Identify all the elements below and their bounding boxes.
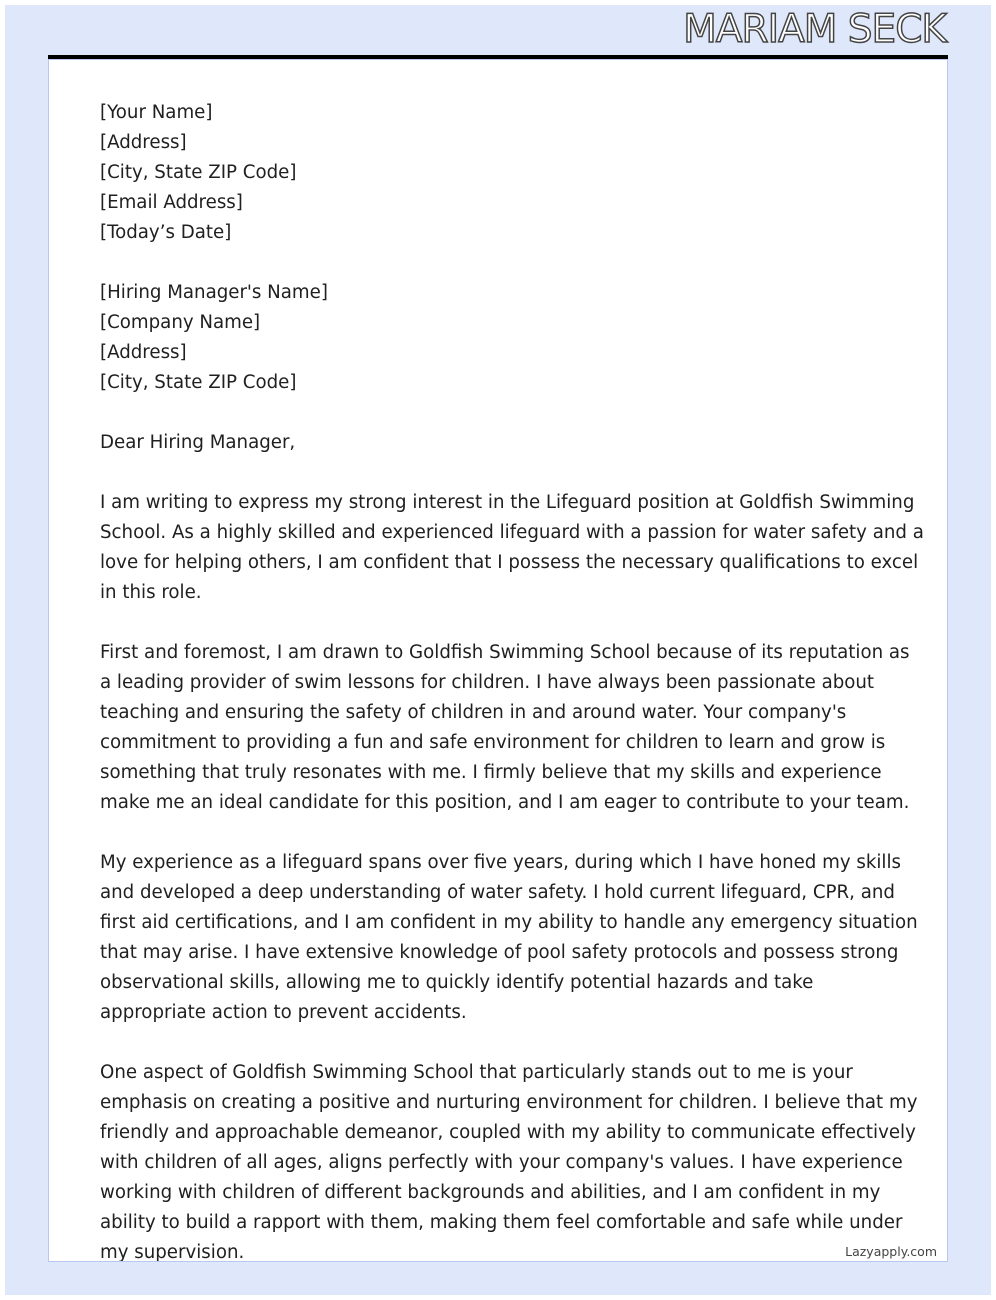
sender-address-block xyxy=(100,98,900,248)
paragraph-line: in this role. xyxy=(100,582,202,603)
salutation xyxy=(100,428,900,458)
sender-address: [Address] xyxy=(100,132,187,153)
recipient-address-block xyxy=(100,278,900,398)
candidate-name-heading: MARIAM SECK xyxy=(683,7,946,52)
paragraph-line: a leading provider of swim lessons for children. I have always been passionate about xyxy=(100,672,875,693)
paragraph-line: working with children of different backgrounds and abilities, and I am confident in my xyxy=(100,1182,881,1203)
paragraph-environment xyxy=(100,1058,918,1262)
salutation-text: Dear Hiring Manager, xyxy=(100,432,296,453)
paragraph-line: appropriate action to prevent accidents. xyxy=(100,1002,467,1023)
letter-date: [Today’s Date] xyxy=(100,222,232,243)
paragraph-line: emphasis on creating a positive and nurturing environment for children. I believe that my xyxy=(100,1092,918,1113)
sender-name: [Your Name] xyxy=(100,102,213,123)
paragraph-motivation xyxy=(100,638,910,818)
paragraph-line: School. As a highly skilled and experienced lifeguard with a passion for water safety and a xyxy=(100,522,924,543)
recipient-address: [Address] xyxy=(100,342,187,363)
watermark-link[interactable]: Lazyapply.com xyxy=(815,1243,937,1261)
paragraph-line: I am writing to express my strong interest in the Lifeguard position at Goldfish Swimming xyxy=(100,492,915,513)
paragraph-line: first aid certifications, and I am confident in my ability to handle any emergency situation xyxy=(100,912,918,933)
paragraph-experience xyxy=(100,848,918,1028)
paragraph-line: something that truly resonates with me. I firmly believe that my skills and experience xyxy=(100,762,882,783)
letter-body xyxy=(100,98,924,1262)
sender-city-state-zip: [City, State ZIP Code] xyxy=(100,162,297,183)
paragraph-line: commitment to providing a fun and safe environment for children to learn and grow is xyxy=(100,732,886,753)
paragraph-line: love for helping others, I am confident that I possess the necessary qualifications to excel xyxy=(100,552,919,573)
paragraph-line: friendly and approachable demeanor, coupled with my ability to communicate effectively xyxy=(100,1122,916,1143)
paragraph-line: First and foremost, I am drawn to Goldfish Swimming School because of its reputation as xyxy=(100,642,910,663)
paragraph-line: My experience as a lifeguard spans over five years, during which I have honed my skills xyxy=(100,852,902,873)
paragraph-line: One aspect of Goldfish Swimming School that particularly stands out to me is your xyxy=(100,1062,853,1083)
paragraph-line: teaching and ensuring the safety of children in and around water. Your company's xyxy=(100,702,847,723)
recipient-name: [Hiring Manager's Name] xyxy=(100,282,328,303)
recipient-city-state-zip: [City, State ZIP Code] xyxy=(100,372,297,393)
sender-email: [Email Address] xyxy=(100,192,243,213)
paragraph-line: make me an ideal candidate for this position, and I am eager to contribute to your team. xyxy=(100,792,910,813)
paragraph-line: ability to build a rapport with them, making them feel comfortable and safe while under xyxy=(100,1212,903,1233)
letter-sheet xyxy=(48,59,948,1262)
paragraph-line: that may arise. I have extensive knowledge of pool safety protocols and possess strong xyxy=(100,942,899,963)
recipient-company: [Company Name] xyxy=(100,312,261,333)
paragraph-line: with children of all ages, aligns perfectly with your company's values. I have experience xyxy=(100,1152,903,1173)
paragraph-line: my supervision. xyxy=(100,1242,245,1262)
paragraph-line: observational skills, allowing me to quickly identify potential hazards and take xyxy=(100,972,814,993)
paragraph-line: and developed a deep understanding of water safety. I hold current lifeguard, CPR, and xyxy=(100,882,895,903)
paragraph-intro xyxy=(100,488,924,608)
